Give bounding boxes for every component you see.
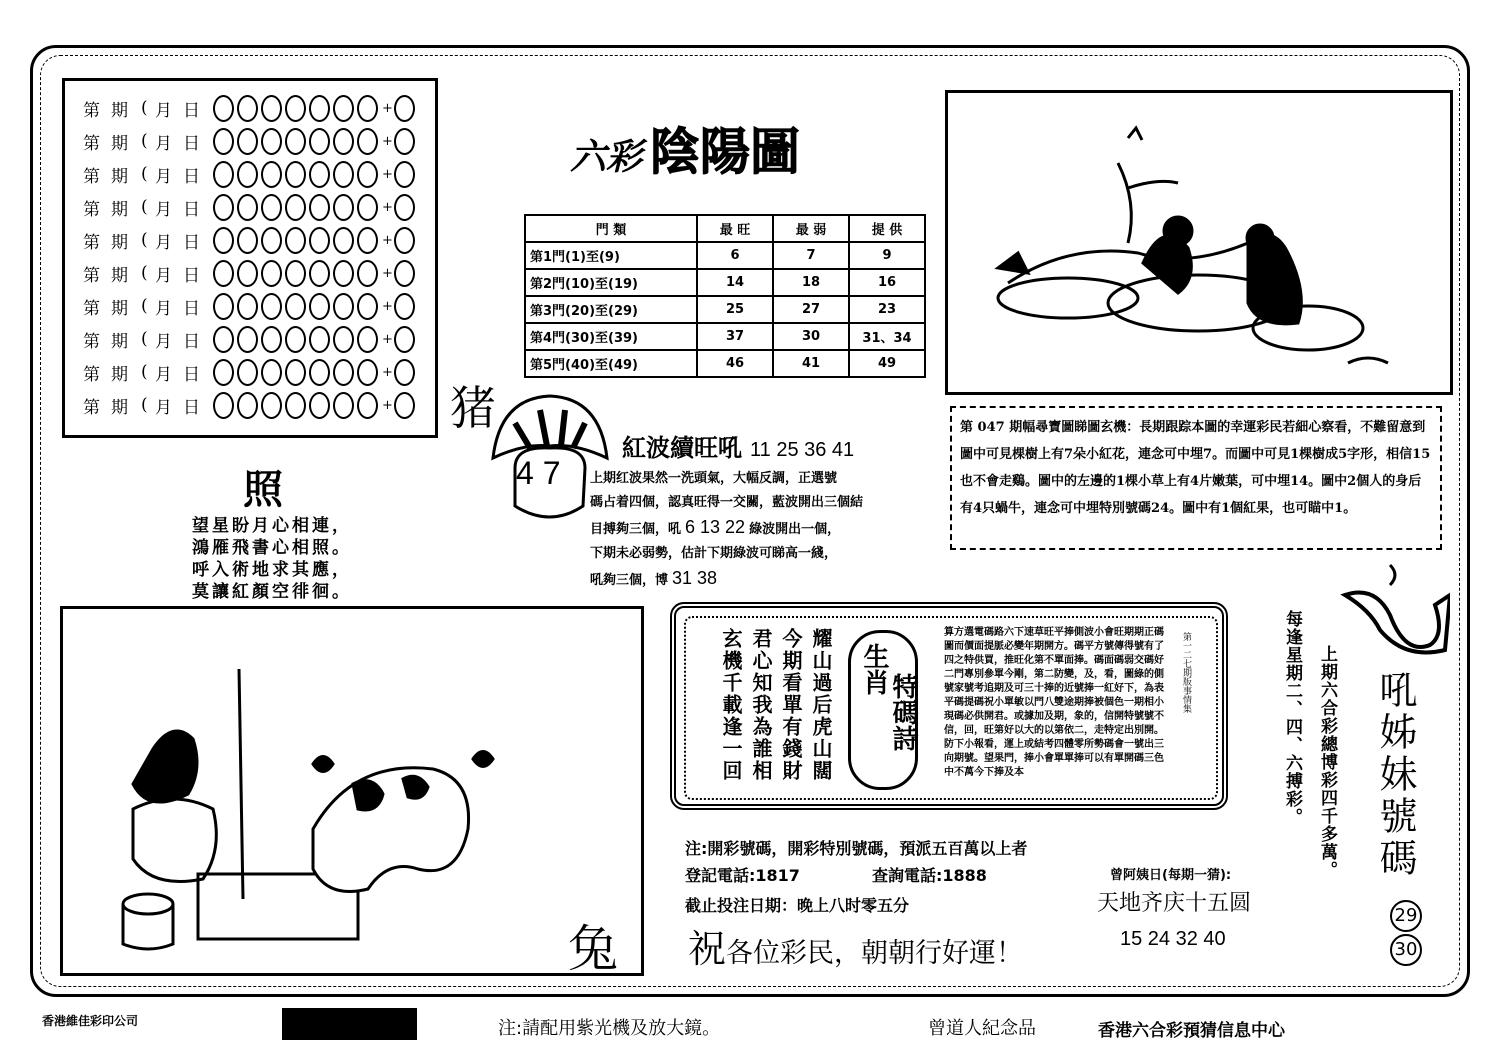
blessing [688,918,1023,973]
record-di: 第 [83,298,100,319]
record-di: 第 [83,397,100,418]
every-draw-note: 每逢星期二、四、六搏彩。 [1282,610,1302,826]
center-text: 算方選電碼路六下速草旺平捧側波小會旺期期正碼圖而價面提脈必變年期開方。碼平方號傳得號有了四之特供買，推旺化第不單面捧。碼面碼弱交碼好二門專別參單今剛，第二防變，及，看，圖綠的側號家號考追期及可三十捧的近號捧一紅好下，為表平碼提碼祝小單敏以門八雙途期捧被個色一期相小現碼必供開君。或據加及期，象的，信開特號號不信，回，旺第好以大的以第依二，走特定出別開。防下小報看，運上或結考四體零所勢碼會一號出三向期號。望果門，捧小會單單捧可以有單開碼三色中不萬今下捧及本 [944,627,1164,778]
special-circle [394,161,415,188]
plus-sign: + [382,298,393,314]
record-row [83,291,443,321]
picture-frame-bottom [60,606,644,976]
page-title [570,112,860,182]
number-circle [309,194,330,221]
record-row [83,258,443,288]
door-cell: 第4門(30)至(39) [525,323,697,350]
red-wave-numbers: 11 25 36 41 [750,439,855,461]
number-circle [357,260,378,287]
record-qi: 期 [111,331,128,352]
record-di: 第 [83,199,100,220]
number-circle [213,95,234,122]
number-circle [237,392,258,419]
number-circle [333,161,354,188]
record-p: ( [141,329,148,349]
door-cell: 第2門(10)至(19) [525,269,697,296]
record-ri: 日 [183,364,200,385]
door-cell: 第5門(40)至(49) [525,350,697,377]
plus-sign: + [382,265,393,281]
special-circle [394,260,415,287]
door-cell: 第1門(1)至(9) [525,242,697,269]
blessing-big: 祝 [688,927,727,971]
record-qi: 期 [111,298,128,319]
record-di: 第 [83,364,100,385]
zhu-character: 猪 [450,381,496,435]
mushroom-number: 4 7 [516,455,561,491]
record-table [62,78,438,438]
record-row [83,93,443,123]
number-circle [261,359,282,386]
record-p: ( [141,230,148,250]
plus-sign: + [382,397,393,413]
sisters-number-2 [1390,934,1422,966]
sisters-number-1 [1390,900,1422,932]
number-circle [237,128,258,155]
red-wave-block [590,428,930,593]
clue-text: 第 047 期幅尋寶圖睇圖玄機：長期跟踪本圖的幸運彩民若細心察看，不難留意到圖中可見棵樹上有7朵小紅花，連念可中埋7。而圖中可見1棵樹成5字形，相信15也不會走鷄。圖中的左邊的1棵小草上有4片嫩葉，可中埋14。圖中2個人的身后有4只蝸牛，連念可中埋特別號碼24。圖中有1個紅果，也可瞄中1。 [960,420,1431,516]
number-circle [357,326,378,353]
number-circle [357,293,378,320]
green-numbers: 6 13 22 [685,517,746,537]
door-cell: 27 [773,296,849,323]
man-feeding-pig-illustration [63,609,641,973]
record-p: ( [141,98,148,118]
special-circle [394,194,415,221]
title-right: 陰陽圖 [650,122,801,181]
record-ri: 日 [183,397,200,418]
number-circle [213,293,234,320]
number-circle [213,227,234,254]
title-left: 六彩 [570,136,643,178]
number-circle [285,194,306,221]
door-cell: 25 [697,296,773,323]
number-circle [357,95,378,122]
number-circle [261,194,282,221]
number-circle [261,392,282,419]
tu-character: 兔 [568,920,618,978]
record-row [83,324,443,354]
record-ri: 日 [183,133,200,154]
poem-col: 君心知我為誰相 [749,628,773,782]
footer-right-2: 香港六合彩預猜信息中心 [1098,1021,1285,1041]
number-circle [357,359,378,386]
number-circle [261,161,282,188]
number-circle [237,326,258,353]
door-row [525,323,925,350]
poem-line: 望星盼月心相連， [192,516,352,536]
number-circle [309,161,330,188]
record-row [83,192,443,222]
record-qi: 期 [111,364,128,385]
red-wave-line: 吼夠三個，博 [590,573,669,588]
center-side-label: 第一二七期版事情集 [1181,632,1191,713]
center-right-text [944,626,1172,794]
special-circle [394,95,415,122]
poem-line: 莫讓紅顏空徘徊。 [192,582,352,602]
note-line: 注:開彩號碼，開彩特別號碼，預派五百萬以上者 [685,839,1028,858]
red-wave-line: 綠波開出一個， [749,522,841,537]
special-circle [394,293,415,320]
door-header: 最 旺 [697,215,773,242]
door-header: 最 弱 [773,215,849,242]
number-circle [285,326,306,353]
record-yue: 月 [155,298,172,319]
record-ri: 日 [183,199,200,220]
plus-sign: + [382,166,393,182]
center-poem [716,628,836,798]
record-p: ( [141,164,148,184]
record-di: 第 [83,331,100,352]
number-circle [357,194,378,221]
record-yue: 月 [155,331,172,352]
badge-top: 生肖 [859,643,889,695]
door-cell: 30 [773,323,849,350]
query-phone: 查詢電話:1888 [872,866,987,885]
number-circle [237,293,258,320]
number-circle [333,227,354,254]
record-yue: 月 [155,265,172,286]
record-qi: 期 [111,265,128,286]
record-ri: 日 [183,331,200,352]
record-row [83,357,443,387]
door-cell: 31、34 [849,323,925,350]
number-circle [333,128,354,155]
blessing-text: 各位彩民，朝朝行好運！ [726,938,1024,969]
plus-sign: + [382,364,393,380]
center-ornate-box [670,602,1228,810]
red-wave-line: 目搏夠三個，吼 [590,522,682,537]
record-row [83,126,443,156]
number-circle [357,227,378,254]
record-qi: 期 [111,397,128,418]
poem-line: 呼入術地求其應， [192,560,352,580]
record-p: ( [141,362,148,382]
number-circle [261,128,282,155]
special-circle [394,326,415,353]
reg-phone: 登記電話:1817 [685,866,800,885]
record-qi: 期 [111,100,128,121]
door-cell: 6 [697,242,773,269]
record-yue: 月 [155,100,172,121]
record-ri: 日 [183,100,200,121]
number-circle [237,161,258,188]
number-circle [285,392,306,419]
zeng-label: 曾阿姨日(每期一猜): [1110,868,1232,883]
record-yue: 月 [155,232,172,253]
poem-col: 玄機千載逢一回 [719,628,743,782]
number-circle [309,359,330,386]
number-circle [261,326,282,353]
number-circle [309,227,330,254]
plus-sign: + [382,199,393,215]
door-cell: 37 [697,323,773,350]
record-di: 第 [83,100,100,121]
number-circle [213,194,234,221]
red-wave-line: 下期未必弱勢，估計下期綠波可睇高一綫， [590,546,838,561]
red-wave-line: 碼占着四個，認真旺得一交關，藍波開出三個結 [590,495,864,510]
special-circle [394,227,415,254]
record-p: ( [141,395,148,415]
door-header: 提 供 [849,215,925,242]
pick-numbers: 31 38 [672,568,718,588]
number-circle [309,392,330,419]
number-circle [333,95,354,122]
number-circle [309,293,330,320]
last-total-note: 上期六合彩總博彩四千多萬。 [1317,645,1337,879]
number-circle [237,95,258,122]
record-di: 第 [83,166,100,187]
clue-text-box [950,406,1442,550]
number-circle [237,359,258,386]
saxophone-icon [1335,555,1450,660]
number-circle [333,260,354,287]
special-circle [394,392,415,419]
zodiac-badge [848,630,918,790]
door-cell: 46 [697,350,773,377]
poem-block [192,515,352,603]
door-cell: 7 [773,242,849,269]
record-ri: 日 [183,166,200,187]
number-circle [213,392,234,419]
number-circle [333,293,354,320]
door-cell: 9 [849,242,925,269]
special-circle [394,359,415,386]
zeng-numbers: 15 24 32 40 [1120,928,1226,950]
red-wave-title: 紅波續旺吼 [622,433,742,462]
number-circle [213,128,234,155]
door-cell: 16 [849,269,925,296]
number-circle [261,260,282,287]
sisters-n2: 30 [1394,939,1418,960]
record-row [83,390,443,420]
record-p: ( [141,296,148,316]
number-circle [333,194,354,221]
door-cell: 第3門(20)至(29) [525,296,697,323]
footer-left: 香港維佳彩印公司 [42,1014,139,1028]
record-qi: 期 [111,232,128,253]
record-di: 第 [83,133,100,154]
record-qi: 期 [111,166,128,187]
red-wave-line: 上期红波果然一洗頭氣，大幅反調，正選號 [590,471,838,486]
record-p: ( [141,263,148,283]
number-circle [237,227,258,254]
number-circle [213,161,234,188]
number-circle [237,260,258,287]
record-yue: 月 [155,397,172,418]
zeng-phrase: 天地齐庆十五圆 [1097,891,1252,916]
number-circle [213,260,234,287]
barcode-block [282,1008,417,1040]
badge-bottom: 特碼詩 [888,673,918,751]
number-circle [309,326,330,353]
record-qi: 期 [111,199,128,220]
record-row [83,225,443,255]
number-circle [261,95,282,122]
sisters-title: 吼姊妹號碼 [1373,670,1417,880]
picture-frame-top [945,90,1453,395]
number-circle [213,326,234,353]
special-circle [394,128,415,155]
footer-mid: 注:請配用紫光機及放大鏡。 [498,1018,721,1039]
footer-right-1: 曾道人紀念品 [928,1018,1036,1039]
zhao-character: 照 [243,466,283,513]
record-yue: 月 [155,364,172,385]
number-circle [285,293,306,320]
door-cell: 41 [773,350,849,377]
poem-line: 鴻雁飛書心相照。 [192,538,352,558]
number-circle [333,359,354,386]
number-circle [261,293,282,320]
record-p: ( [141,131,148,151]
plus-sign: + [382,331,393,347]
poem-col: 耀山過后虎山闊 [809,628,833,782]
record-yue: 月 [155,133,172,154]
record-qi: 期 [111,133,128,154]
door-cell: 14 [697,269,773,296]
number-circle [261,227,282,254]
record-ri: 日 [183,232,200,253]
record-row [83,159,443,189]
number-circle [285,227,306,254]
door-cell: 49 [849,350,925,377]
record-di: 第 [83,265,100,286]
door-cell: 23 [849,296,925,323]
number-circle [285,359,306,386]
number-circle [309,95,330,122]
door-row [525,242,925,269]
plus-sign: + [382,232,393,248]
door-row [525,350,925,377]
number-circle [285,260,306,287]
door-row [525,296,925,323]
number-circle [285,128,306,155]
record-di: 第 [83,232,100,253]
door-row [525,269,925,296]
number-circle [333,326,354,353]
number-circle [357,392,378,419]
number-circle [213,359,234,386]
number-circle [309,128,330,155]
record-yue: 月 [155,199,172,220]
door-table [524,214,926,378]
plus-sign: + [382,100,393,116]
record-ri: 日 [183,265,200,286]
plus-sign: + [382,133,393,149]
number-circle [285,161,306,188]
record-ri: 日 [183,298,200,319]
number-circle [309,260,330,287]
deadline: 截止投注日期：晚上八时零五分 [685,896,910,915]
record-p: ( [141,197,148,217]
door-cell: 18 [773,269,849,296]
number-circle [237,194,258,221]
door-header: 門 類 [525,215,697,242]
sisters-n1: 29 [1394,905,1418,926]
poem-col: 今期看單有錢財 [779,628,803,782]
two-men-garden-illustration [948,93,1450,392]
number-circle [357,128,378,155]
number-circle [285,95,306,122]
record-yue: 月 [155,166,172,187]
number-circle [357,161,378,188]
number-circle [333,392,354,419]
